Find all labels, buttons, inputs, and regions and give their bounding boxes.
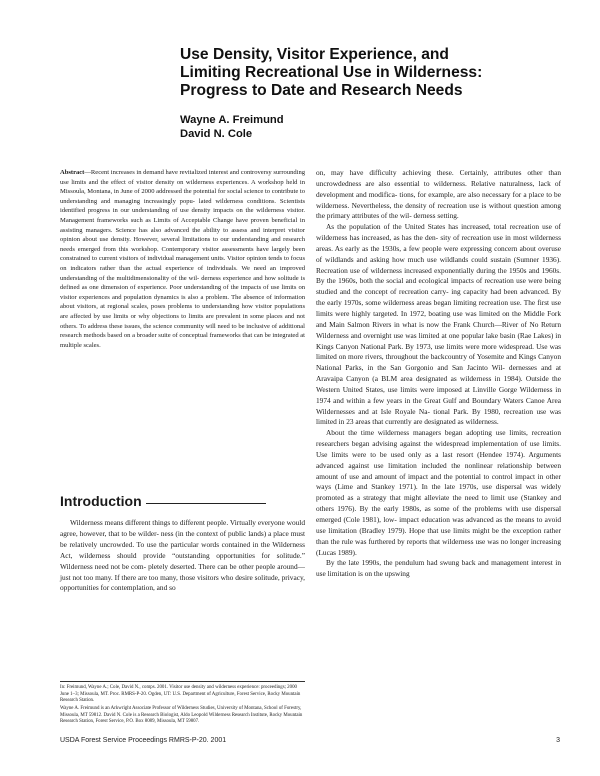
introduction-body: [60, 518, 305, 594]
heading-rule: [146, 503, 266, 504]
footer-publication: USDA Forest Service Proceedings RMRS-P-20. 2001: [60, 737, 227, 744]
body-paragraph: By the late 1990s, the pendulum had swung back and management interest in use limitation is on the upswing: [316, 558, 561, 579]
introduction-paragraph: Wilderness means different things to different people. Virtually everyone would agree, however, that to be wilder- ness (in the context of public lands) a place must be relatively uncrowded. To use the particular words contained in the Wilderness Act, wilderness should provide “outstanding opportunities for solitude.” Wilderness need not be com- pletely deserted. There can be other people around—just not too many. If there are too many, those visitors who desire solitude, privacy, opportunities for contemplation, and so: [60, 518, 305, 593]
body-paragraph: on, may have difficulty achieving these. Certainly, attributes other than uncrowdedness are also essential to wilderness. Relative naturalness, lack of development and modifica- tions, for example, are also necessary for a place to be wilderness. Nevertheless, the density of recreation use is without question among the primary attributes of the wil- derness setting.: [316, 168, 561, 221]
title-line-1: Use Density, Visitor Experience, and: [180, 46, 449, 63]
author-list: [180, 114, 284, 141]
title-line-3: Progress to Date and Research Needs: [180, 82, 463, 99]
abstract: [60, 168, 305, 350]
abstract-label: Abstract: [60, 169, 85, 176]
footnote-divider: [60, 681, 305, 682]
footnote-citation: In: Freimund, Wayne A.; Cole, David N., comps. 2001. Visitor use density and wilderness experience: proceedings; 2000 June 1–3; Missoula, MT. Proc. RMRS-P-20. Ogden, UT: U.S. Department of Agriculture, Forest Service, Rocky Mountain Research Station.: [60, 685, 301, 704]
page-number: 3: [556, 737, 560, 744]
abstract-text: —Recent increases in demand have revitalized interest and controversy surrounding use limits and the effect of visitor density on wilderness experiences. A workshop held in Missoula, Montana, in June of 2000 addressed the potential for social science to contribute to understanding and managing increasingly popu- lated wilderness conditions. Scientists identified progress in our understanding of use density impacts on the wilderness visitor. Management frameworks such as Limits of Acceptable Change have proven beneficial in assisting managers. Science has also advanced the ability to assess and interpret visitor opinion about use density. However, several limitations to our understanding and research needs emerged from this workshop. Contemporary visitor assessments have largely been constrained to current visitors of individual management units. Visitor opinion tends to focus on indicators rather than the actual experience of individuals. We need an improved understanding of the multidimensionality of the wil- derness experience and how solitude is defined as one dimension of experience. Poor understanding of the impacts of use limits on visitor experiences and population dynamics is also a problem. The absence of information about visitors, at regional scales, poses problems to understanding how visitor populations are affected by use limits or why objections to limits are prevalent in some places and not others. To address these issues, the science community will need to be inclusive of additional research methods based on a broader suite of conceptual frameworks that can be integrated at multiple scales.: [60, 169, 305, 349]
footnote-affiliation: Wayne A. Freimund is an Arkwright Associate Professor of Wilderness Studies, University of Montana, School of Forestry, Missoula, MT 59812. David N. Cole is a Research Biologist, Aldo Leopold Wilderness Research Institute, Rocky Mountain Research Station, Forest Service, P.O. Box 8089, Missoula, MT 59807.: [60, 706, 303, 725]
right-column-body: [316, 168, 561, 580]
section-heading-introduction: [60, 493, 305, 509]
footnote: [60, 685, 305, 726]
introduction-heading-text: Introduction: [60, 493, 142, 509]
author-1: Wayne A. Freimund: [180, 114, 284, 126]
author-2: David N. Cole: [180, 127, 253, 140]
paper-title: [180, 46, 580, 100]
title-line-2: Limiting Recreational Use in Wilderness:: [180, 64, 483, 81]
body-paragraph: About the time wilderness managers began adopting use limits, recreation researchers began advising against the widespread implementation of use limits. Use limits were to be used only as a last resort (Hendee 1974). Arguments advanced against use limitation included the nonlinear relationship between amount of use and amount of impact and the potential to control impact in other ways (Lime and Stankey 1971). In the late 1970s, use dispersal was widely promoted as a strategy that might alleviate the need to limit use (Stankey and others 1976). By the early 1980s, as some of the problems with use dispersal emerged (Cole 1981), low- impact education was advanced as the means to avoid use limitation (Bradley 1979). Hope that use limits might be the exception rather than the rule was furthered by reports that wilderness use was no longer increasing (Lucas 1989).: [316, 428, 561, 557]
body-paragraph: As the population of the United States has increased, total recreation use of wilderness has increased, as has the den- sity of recreation use in most wilderness areas. As early as the 1930s, a few people were expressing concern about overuse of wildlands and asking how much use wildlands could sustain (Sumner 1936). Recreation use of wilderness increased exponentially during the 1950s and 1960s. By the 1960s, both the social and ecological impacts of recreation use were being studied and the concept of recreation carry- ing capacity had been advanced. By the early 1970s, some wilderness areas began limiting recreation use. The first use limits were highly targeted. In 1972, boating use was limited on the Middle Fork and Main Salmon Rivers in what is now the Frank Church—River of No Return Wilderness and overnight use was limited at one popular lake basin (Rae Lakes) in Kings Canyon National Park. By 1973, use limits were more widespread. Use was limited on more rivers, throughout the backcountry of Yosemite and Kings Canyon National Parks, in the San Gorgonio and San Jacinto Wil- dernesses and at Aravaipa Canyon (a BLM area designated as wilderness in 1984). Outside the Western United States, use limits were imposed at Linville Gorge Wilderness in 1974 and within a few years in the Great Gulf and Boundary Waters Canoe Area Wildernesses and at Isle Royale Na- tional Park. By 1980, recreation use was limited in 23 areas that currently are designated as wilderness.: [316, 222, 561, 427]
